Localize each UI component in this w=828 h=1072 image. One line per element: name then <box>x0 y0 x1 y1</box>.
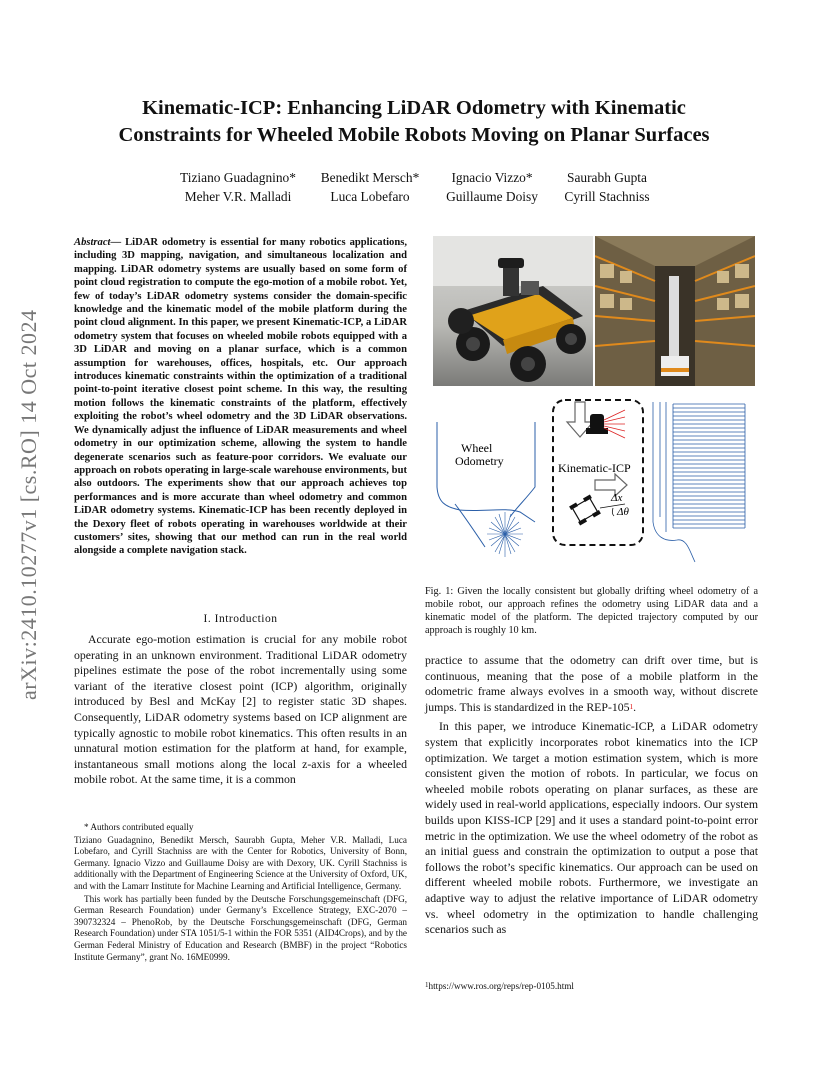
section-heading: I. Introduction <box>203 613 278 625</box>
author-col-1 <box>168 168 308 206</box>
intro-right-column <box>425 653 758 938</box>
author: Cyrill Stachniss <box>564 189 650 204</box>
author: Ignacio Vizzo* <box>451 170 533 185</box>
abstract <box>74 236 407 558</box>
author-col-2 <box>310 168 430 206</box>
author-col-3 <box>436 168 548 206</box>
robot-photo <box>433 236 593 386</box>
author: Saurabh Gupta <box>567 170 647 185</box>
refined-trajectory <box>653 402 745 562</box>
intro-paragraph: In this paper, we introduce Kinematic-ICP, a LiDAR odometry system that explicitly incorporates robot kinematics into the ICP optimization. We target a motion estimation system, which is more consistent given the motion of robots. In particular, we focus on wheeled mobile robots operating on planar surfaces, as these are widely used in real-world applications, especially indoors. Our system builds upon KISS-ICP [29] and it uses a standard point-to-point error metric in the optimization. We use the wheel odometry of the robot as an initial guess and constrain the optimization to output a pose that follows the robot’s specific kinematics. Our approach can be used on different wheeled mobile robots. Furthermore, we investigate an adaptive way to adjust the relative importance of LiDAR odometry vs. wheel odometry in the optimization to handle challenging scenarios such as <box>425 719 758 937</box>
intro-paragraph: Accurate ego-motion estimation is crucial for any mobile robot operating in an unknown environment. Traditional LiDAR odometry pipelines estimate the pose of the robot incrementally using some variant of the iterative closest point (ICP) algorithm, originally introduced by Besl and McKay [2] to register static 3D shapes. Consequently, LiDAR odometry systems based on ICP alignment are typically agnostic to mobile robot kinematics. This often results in an unnatural motion estimation for the platform at hand, for example, instantaneous small motions along the local z-axis for a wheeled mobile robot. At the same time, it is a common <box>74 632 407 787</box>
abstract-label: Abstract <box>74 237 111 248</box>
warehouse-photo <box>595 236 755 386</box>
trajectory-burst <box>487 512 523 557</box>
author: Benedikt Mersch* <box>320 170 420 185</box>
footnote-affiliation: Tiziano Guadagnino, Benedikt Mersch, Saurabh Gupta, Meher V.R. Malladi, Luca Lobefaro, and Cyrill Stachniss are with the Center for Robotics, University of Bonn, Germany. Ignacio Vizzo and Guillaume Doisy are with Dexory, UK. Cyrill Stachniss is additionally with the Department of Engineering Science at the University of Oxford, UK, and with the Lamarr Institute for Machine Learning and Artificial Intelligence, Germany. <box>74 834 407 891</box>
footnotes <box>74 822 407 964</box>
title-line-1: Kinematic-ICP: Enhancing LiDAR Odometry with Kinematic <box>142 97 686 119</box>
author: Luca Lobefaro <box>330 189 410 204</box>
footnote-mark[interactable]: 1 <box>629 702 634 711</box>
pipeline-diagram <box>425 392 758 572</box>
figure-label-kinematic-icp: Kinematic-ICP <box>558 461 631 475</box>
figure-label-dtheta: Δθ <box>617 506 629 518</box>
figure-1 <box>425 232 758 572</box>
figure-label-odometry: Odometry <box>455 454 504 468</box>
intro-left-column <box>74 632 407 788</box>
lidar-icon <box>586 410 625 438</box>
footnote-url-link[interactable]: https://www.ros.org/reps/rep-0105.html <box>428 981 574 991</box>
paper-title <box>60 95 768 149</box>
author-col-4 <box>554 168 660 206</box>
robot-kinematics-icon <box>569 494 601 525</box>
figure-label-dx: Δx <box>611 492 623 504</box>
footnote-url: $^1$https://www.ros.org/reps/rep-0105.html <box>425 981 574 991</box>
author: Tiziano Guadagnino* <box>180 170 296 185</box>
author: Guillaume Doisy <box>446 189 538 204</box>
figure-caption: Fig. 1: Given the locally consistent but globally drifting wheel odometry of a mobile robot, our approach refines the odometry using LiDAR data and a kinematic model of the platform. The depicted trajectory computed by our approach is roughly 10 km. <box>425 586 758 636</box>
title-line-2: Constraints for Wheeled Mobile Robots Moving on Planar Surfaces <box>118 124 710 146</box>
abstract-text: — LiDAR odometry is essential for many robotics applications, including 3D mapping, navigation, and simultaneous localization and mapping. LiDAR odometry systems are usually based on some form of point cloud registration to compute the ego-motion of a mobile robot. Yet, few of today’s LiDAR odometry systems consider the domain-specific knowledge and the kinematic model of the mobile platform during the point cloud alignment. In this paper, we present Kinematic-ICP, a LiDAR odometry system that focuses on wheeled mobile robots equipped with a 3D LiDAR and moving on a planar surface, which is a common assumption for warehouses, offices, hospitals, etc. Our approach introduces kinematic constraints within the optimization of a traditional point-to-point iterative closest point scheme. In this way, the resulting motion follows the kinematic constraints of the platform, effectively exploiting the robot’s wheel odometry and the 3D LiDAR observations. We dynamically adjust the influence of LiDAR measurements and wheel odometry in our optimization scheme, allowing the system to handle degenerate scenarios such as feature-poor corridors. We evaluate our approach on robots operating in large-scale warehouse environments, but also outdoors. The experiments show that our approach achieves top performances and is more accurate than wheel odometry and common LiDAR odometry systems. Kinematic-ICP has been recently deployed in the Dexory fleet of robots operating in warehouses worldwide at their customers’ sites, showing that our method can run in the real world alongside a complete navigation stack. <box>74 237 407 557</box>
figure-label-wheel: Wheel <box>461 441 493 455</box>
arxiv-id: arXiv:2410.10277v1 [cs.RO] 14 Oct 2024 <box>16 309 41 700</box>
footnote-equal: * Authors contributed equally <box>84 822 194 832</box>
intro-paragraph-continued: practice to assume that the odometry can drift over time, but is continuous, meaning that the pose of a mobile platform in the odometric frame always evolves in a smooth way, without discrete jumps. This is standardized in the REP-105$^1$. <box>425 653 758 714</box>
author: Meher V.R. Malladi <box>184 189 292 204</box>
footnote-funding: This work has partially been funded by the Deutsche Forschungsgemeinschaft (DFG, German Research Foundation) under Germany’s Excellence Strategy, EXC-2070 – 390732324 – PhenoRob, by the Deutsche Forschungsgemeinschaft (DFG, German Research Foundation) under STA 1051/5-1 within the FOR 5351 (AID4Crops), and by the German Federal Ministry of Education and Research (BMBF) in the project “Robotics Institute Germany”, grant No. 16ME0999. <box>74 893 407 962</box>
arxiv-stamp <box>16 280 56 700</box>
